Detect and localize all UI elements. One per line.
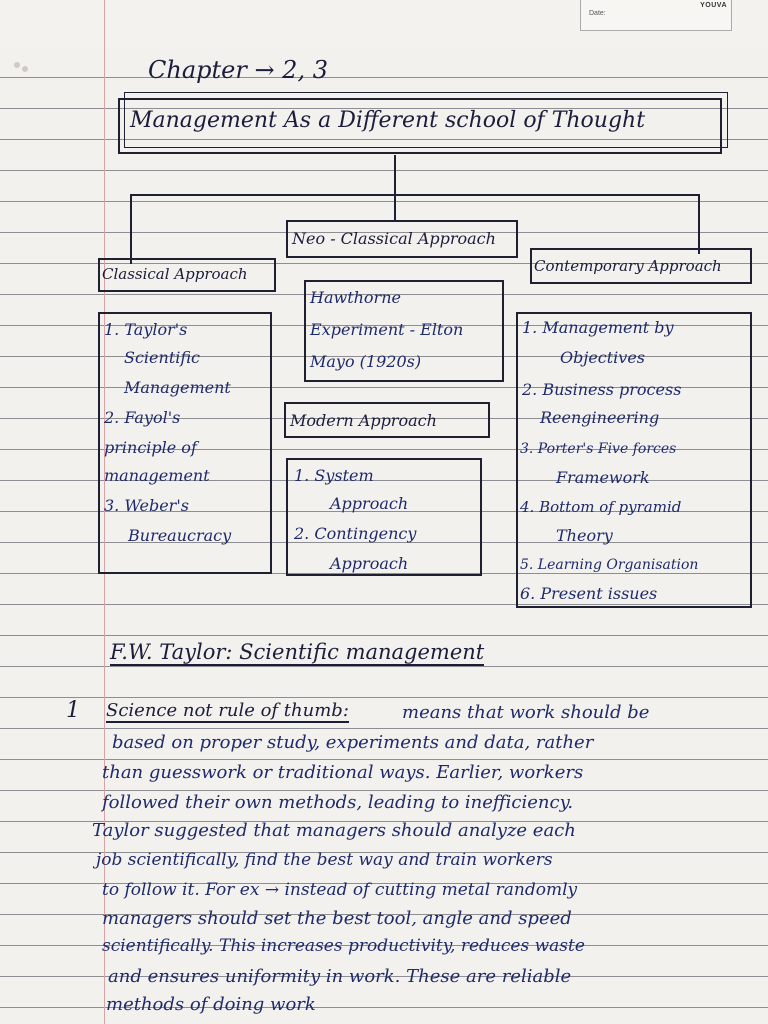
neo-classical-item: Experiment - Elton [310, 320, 464, 339]
body-line: job scientifically, find the best way and train workers [96, 850, 553, 870]
contemporary-item: 3. Porter's Five forces [520, 441, 677, 457]
contemporary-item: 1. Management by [522, 318, 674, 337]
contemporary-item: 5. Learning Organisation [520, 557, 699, 573]
connector-line [698, 194, 700, 254]
body-line: based on proper study, experiments and data, rather [112, 732, 594, 753]
point-heading: Science not rule of thumb: [106, 700, 349, 721]
classical-item: 1. Taylor's [104, 320, 188, 339]
contemporary-heading: Contemporary Approach [534, 257, 722, 275]
connector-line [130, 194, 132, 264]
contemporary-item: 4. Bottom of pyramid [520, 498, 682, 516]
classical-item: management [104, 466, 210, 485]
binding-hole [14, 62, 20, 68]
classical-item: principle of [104, 438, 197, 457]
classical-item: 3. Weber's [104, 496, 189, 515]
main-title: Management As a Different school of Thought [130, 108, 646, 133]
body-line: than guesswork or traditional ways. Earlier, workers [102, 762, 584, 783]
contemporary-item: 2. Business process [522, 380, 682, 399]
modern-item: Approach [330, 494, 409, 513]
body-line: Taylor suggested that managers should analyze each [92, 820, 576, 841]
neo-classical-item: Mayo (1920s) [310, 352, 422, 371]
contemporary-item: Reengineering [540, 408, 660, 427]
body-line: to follow it. For ex → instead of cutting metal randomly [102, 880, 578, 900]
contemporary-item: Objectives [560, 348, 646, 367]
notebook-brand: YOUVA [700, 2, 727, 9]
date-label: Date: [589, 10, 606, 17]
body-line: means that work should be [402, 702, 650, 723]
body-line: scientifically. This increases productivity, reduces waste [102, 936, 585, 956]
point-number: 1 [66, 698, 80, 723]
neo-classical-heading: Neo - Classical Approach [292, 229, 496, 248]
body-line: methods of doing work [106, 994, 316, 1015]
neo-classical-item: Hawthorne [310, 288, 401, 307]
modern-item: 1. System [294, 466, 374, 485]
classical-item: Scientific [124, 348, 200, 367]
body-line: and ensures uniformity in work. These are reliable [108, 966, 572, 987]
modern-item: 2. Contingency [294, 524, 417, 543]
connector-line [394, 155, 396, 195]
connector-line [130, 194, 700, 196]
section-title: F.W. Taylor: Scientific management [110, 640, 485, 664]
body-line: followed their own methods, leading to inefficiency. [102, 792, 574, 813]
date-box [580, 0, 732, 31]
classical-item: Management [124, 378, 231, 397]
body-line: managers should set the best tool, angle and speed [102, 908, 572, 929]
connector-line [394, 194, 396, 222]
contemporary-item: Theory [556, 526, 613, 545]
contemporary-item: Framework [556, 468, 650, 487]
modern-item: Approach [330, 554, 409, 573]
contemporary-item: 6. Present issues [520, 584, 658, 603]
modern-heading: Modern Approach [290, 411, 437, 430]
chapter-heading: Chapter → 2, 3 [148, 56, 328, 84]
classical-item: Bureaucracy [128, 526, 232, 545]
classical-item: 2. Fayol's [104, 408, 181, 427]
classical-heading: Classical Approach [102, 265, 248, 283]
binding-hole [22, 66, 28, 72]
